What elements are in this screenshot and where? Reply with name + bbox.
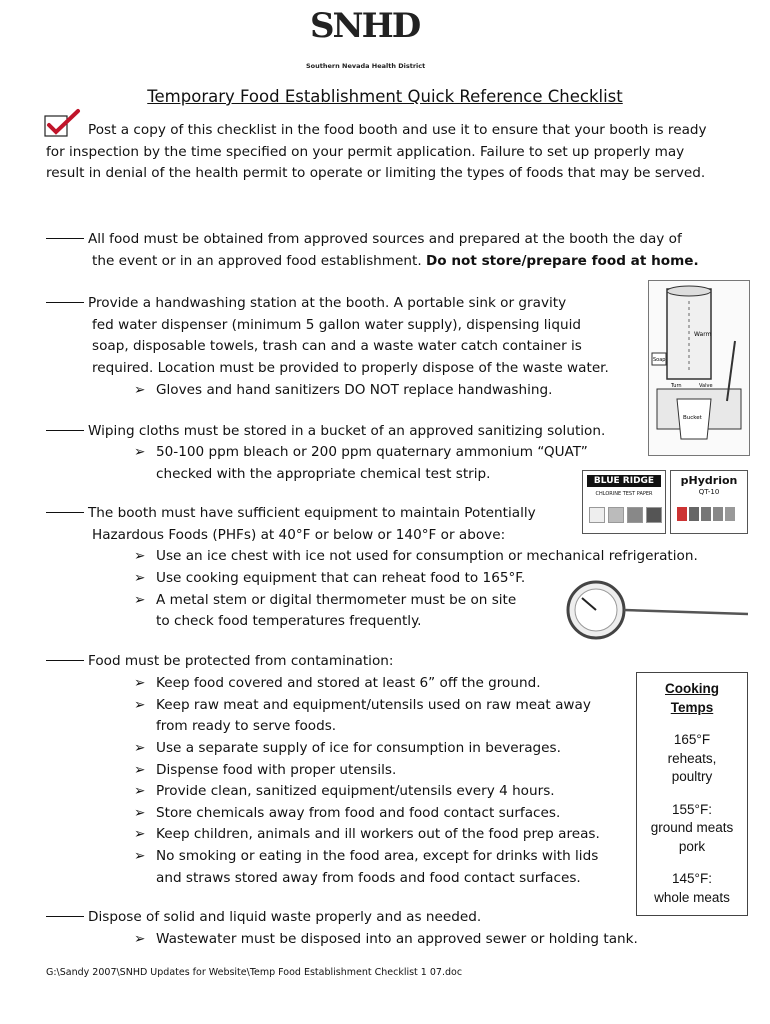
bullet-clean-equipment: ➢ Provide clean, sanitized equipment/utensils every 4 hours. xyxy=(134,783,555,799)
check-blank[interactable] xyxy=(46,916,84,917)
bullet-raw-meat-cont: from ready to serve foods. xyxy=(156,718,337,734)
check-blank[interactable] xyxy=(46,512,84,513)
bullet-check-temps: to check food temperatures frequently. xyxy=(156,613,422,629)
bullet-bleach: ➢ 50-100 ppm bleach or 200 ppm quaternary ammonium “QUAT” xyxy=(134,444,588,460)
test-strip-image: BLUE RIDGE CHLORINE TEST PAPER pHydrion QT-10 xyxy=(582,470,748,534)
svg-text:Turn: Turn xyxy=(671,383,682,389)
temp-entry: 155°F: ground meats pork xyxy=(650,801,734,854)
thermometer-image xyxy=(562,578,750,644)
svg-text:Bucket: Bucket xyxy=(683,415,702,421)
checklist-item-equipment: The booth must have sufficient equipment to maintain Potentially Hazardous Foods (PHFs) at 40°F or below or 140°F or above: xyxy=(46,503,706,546)
bullet-ice-supply: ➢ Use a separate supply of ice for consumption in beverages. xyxy=(134,740,561,756)
checklist-item-handwashing: Provide a handwashing station at the booth. A portable sink or gravity fed water dispenser (minimum 5 gallon water supply), dispensing liquid soap, disposable towels, trash can and a waste water catch container is required. Location must be provided to properly dispose of the waste water. xyxy=(46,293,706,379)
file-path-footer: G:\Sandy 2007\SNHD Updates for Website\Temp Food Establishment Checklist 1 07.doc xyxy=(46,967,463,978)
bullet-raw-meat: ➢ Keep raw meat and equipment/utensils used on raw meat away xyxy=(134,697,591,713)
logo-letters: SNHD xyxy=(310,6,420,46)
bullet-gloves: ➢ Gloves and hand sanitizers DO NOT replace handwashing. xyxy=(134,382,553,398)
logo-subtitle: Southern Nevada Health District xyxy=(306,62,426,70)
cooking-temps-heading: Cooking Temps xyxy=(665,681,719,715)
snhd-logo xyxy=(300,6,430,68)
bullet-covered: ➢ Keep food covered and stored at least 6” off the ground. xyxy=(134,675,541,691)
checklist-item-sources: All food must be obtained from approved sources and prepared at the booth the day of the event or in an approved food establishment. Do not store/prepare food at home. xyxy=(46,229,706,272)
bullet-smoking-cont: and straws stored away from foods and food contact surfaces. xyxy=(156,870,581,886)
checklist-item-contamination: Food must be protected from contamination: xyxy=(46,651,706,673)
bullet-utensils: ➢ Dispense food with proper utensils. xyxy=(134,762,397,778)
bullet-chemicals: ➢ Store chemicals away from food and food contact surfaces. xyxy=(134,805,561,821)
checklist-item-waste: Dispose of solid and liquid waste properly and as needed. xyxy=(46,907,706,929)
check-blank[interactable] xyxy=(46,238,84,239)
svg-text:Soap: Soap xyxy=(653,357,666,363)
bullet-smoking: ➢ No smoking or eating in the food area, except for drinks with lids xyxy=(134,848,599,864)
check-blank[interactable] xyxy=(46,430,84,431)
check-blank[interactable] xyxy=(46,302,84,303)
bullet-thermometer: ➢ A metal stem or digital thermometer must be on site xyxy=(134,592,517,608)
bullet-ice-chest: ➢ Use an ice chest with ice not used for consumption or mechanical refrigeration. xyxy=(134,548,698,564)
checklist-item-wiping-cloths: Wiping cloths must be stored in a bucket of an approved sanitizing solution. xyxy=(46,421,706,443)
svg-text:Valve: Valve xyxy=(699,383,713,389)
bullet-test-strip: checked with the appropriate chemical test strip. xyxy=(156,466,491,482)
svg-text:Warm: Warm xyxy=(694,331,712,338)
cooking-temps-box xyxy=(636,672,748,916)
bullet-children: ➢ Keep children, animals and ill workers out of the food prep areas. xyxy=(134,826,600,842)
page-title: Temporary Food Establishment Quick Reference Checklist xyxy=(147,87,623,106)
bullet-reheat: ➢ Use cooking equipment that can reheat food to 165°F. xyxy=(134,570,526,586)
temp-entry: 145°F: whole meats xyxy=(654,871,730,905)
temp-entry: 165°F reheats, poultry xyxy=(667,732,717,784)
intro-paragraph: Post a copy of this checklist in the food booth and use it to ensure that your booth is ready for inspection by the time specified on your permit application. Failure to set up properly may result in denial of the health permit to operate or limiting the types of foods that may be served. xyxy=(46,122,707,182)
bullet-wastewater: ➢ Wastewater must be disposed into an approved sewer or holding tank. xyxy=(134,931,638,947)
check-blank[interactable] xyxy=(46,660,84,661)
